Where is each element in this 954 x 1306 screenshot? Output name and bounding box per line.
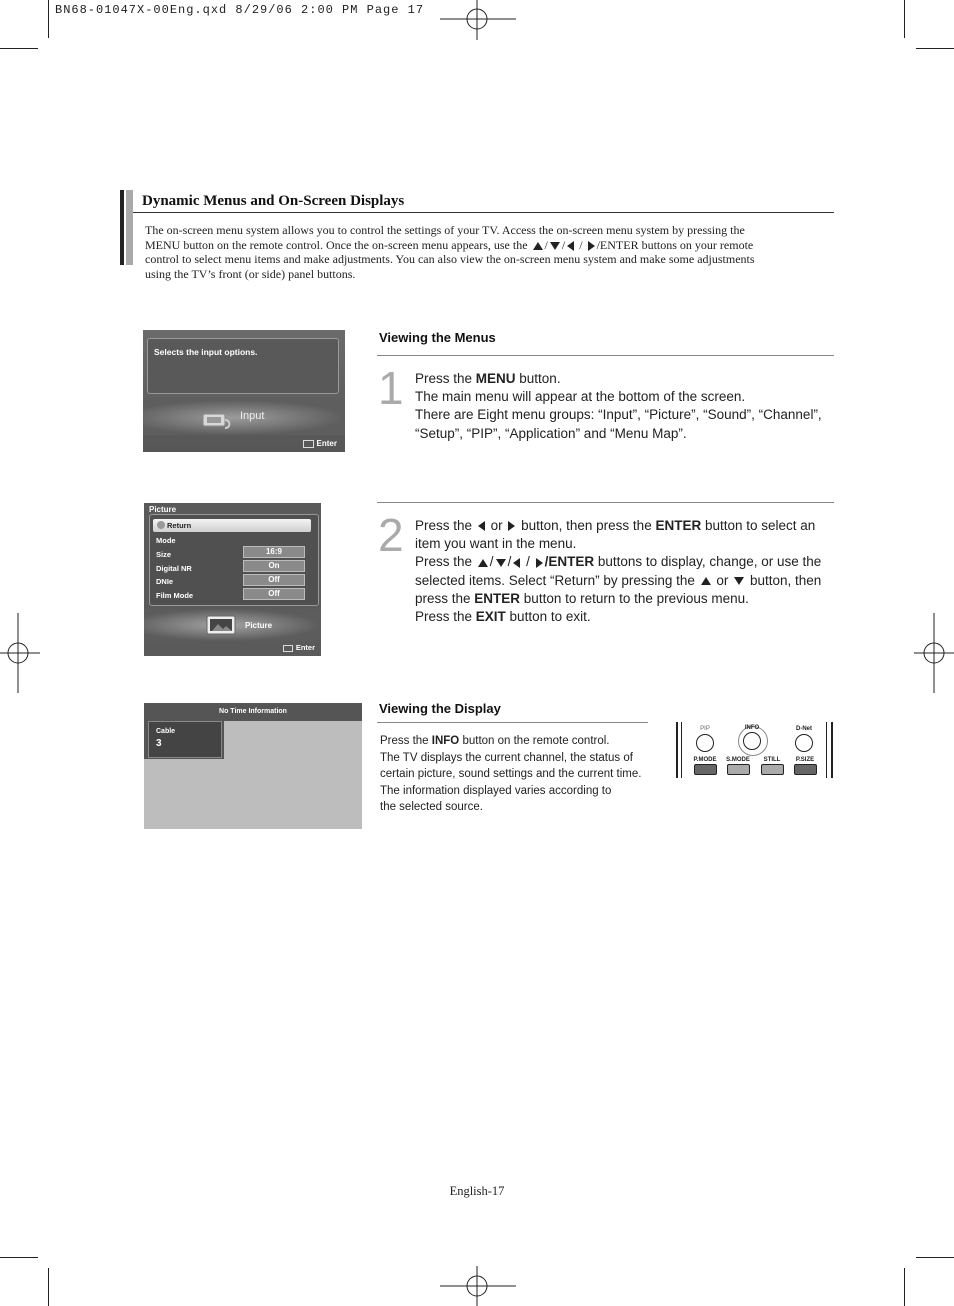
still-button[interactable] [761, 764, 784, 775]
step-line: There are Eight menu groups: “Input”, “Picture”, “Sound”, “Channel”, [415, 407, 822, 423]
viewing-menus-heading: Viewing the Menus [379, 330, 496, 345]
psize-button-label: P.SIZE [795, 757, 815, 763]
step-text: button to select an [701, 518, 816, 533]
remote-panel [676, 722, 834, 778]
heading-rule [377, 722, 648, 723]
step-line: “Setup”, “PIP”, “Application” and “Menu Map”. [415, 425, 687, 441]
osd-channel-number: 3 [156, 738, 162, 749]
osd-picture-screenshot [144, 503, 321, 656]
left-arrow-icon [513, 558, 520, 568]
pip-button-label: PIP [700, 726, 710, 732]
section-marker-bar [120, 190, 124, 265]
display-key: INFO [431, 735, 460, 747]
return-icon [157, 521, 165, 529]
step-text: or [490, 518, 503, 533]
page-number: English-17 [449, 1184, 505, 1198]
down-arrow-icon [734, 577, 744, 585]
display-text: Press the [380, 735, 432, 747]
step-text: selected items. Select “Return” by pressing the [415, 572, 695, 588]
osd-input-screenshot [143, 330, 345, 452]
down-arrow-icon [550, 242, 560, 250]
input-connector-icon [201, 410, 235, 430]
osd-menu-title: Picture [149, 505, 177, 514]
enter-label: Enter [295, 643, 315, 652]
step-text: buttons to display, change, or use the [594, 554, 822, 570]
osd-message: Selects the input options. [154, 347, 258, 357]
step-key: ENTER [474, 590, 521, 606]
step-text: button to exit. [505, 609, 591, 625]
crop-mark [0, 48, 38, 49]
registration-mark-icon [436, 1266, 520, 1306]
section-marker-bar [126, 190, 133, 265]
intro-line: control to select menu items and make adjustments. You can also view the on-screen menu system and make some adjustments [145, 252, 755, 267]
right-arrow-icon [536, 558, 543, 568]
osd-info-banner [144, 703, 362, 721]
pmode-button-label: P.MODE [693, 757, 717, 763]
viewing-display-text [380, 733, 670, 816]
info-button-label: INFO [744, 725, 760, 731]
osd-item-value: 16:9 [243, 546, 305, 558]
osd-item-value: On [243, 560, 305, 572]
enter-label: Enter [316, 439, 337, 448]
title-rule [133, 212, 834, 213]
file-slug: BN68-01047X-00Eng.qxd 8/29/06 2:00 PM Page 17 [55, 3, 425, 17]
step-text: button to return to the previous menu. [520, 590, 749, 606]
step-key: /ENTER [544, 554, 595, 570]
step-text: Press the [415, 554, 473, 570]
step-text: button, then press the [521, 518, 656, 533]
step-line: Press the / / / /ENTER buttons to display, change, or use the [415, 554, 822, 570]
enter-icon [303, 440, 314, 448]
up-arrow-icon [701, 577, 711, 585]
step-key: EXIT [475, 609, 506, 625]
step-text: or [716, 572, 729, 588]
osd-channel-panel [144, 721, 224, 759]
up-arrow-icon [478, 559, 488, 567]
up-arrow-icon [533, 242, 543, 250]
intro-line: MENU button on the remote control. Once the on-screen menu appears, use the / / / /ENTER buttons on your remote [145, 237, 754, 252]
section-title: Dynamic Menus and On-Screen Displays [142, 193, 405, 209]
osd-item-label: DNIe [156, 577, 174, 586]
crop-mark [48, 0, 49, 38]
crop-mark [916, 48, 954, 49]
crop-mark [48, 1268, 49, 1306]
osd-item-value: Off [243, 574, 305, 586]
dnet-button-label: D-Net [796, 726, 812, 732]
still-button-label: STILL [763, 757, 781, 763]
step-key: ENTER [655, 518, 702, 533]
step-number: 2 [378, 509, 404, 561]
picture-tv-icon [206, 615, 236, 642]
osd-item-label: Size [156, 550, 172, 559]
step-text: press the [415, 590, 475, 606]
osd-item-value: Off [243, 588, 305, 600]
step-line [415, 590, 835, 608]
smode-button[interactable] [727, 764, 750, 775]
pmode-button[interactable] [694, 764, 717, 775]
pip-button[interactable] [696, 734, 714, 752]
intro-line: The on-screen menu system allows you to control the settings of your TV. Access the on-screen menu system by pressing the [145, 223, 745, 237]
step-text: Press the [415, 518, 473, 533]
step-line: item you want in the menu. [415, 536, 577, 552]
osd-menu-panel [149, 514, 319, 606]
crop-mark [916, 1257, 954, 1258]
intro-text: MENU button on the remote control. Once the on-screen menu appears, use the [145, 237, 528, 252]
intro-text: /ENTER buttons on your remote [596, 237, 754, 252]
step-2-text [415, 517, 835, 626]
step-line [415, 517, 835, 535]
crop-mark [0, 1257, 38, 1258]
osd-menu-label: Input [240, 410, 265, 422]
osd-item-label: Mode [156, 536, 176, 545]
step-line: The main menu will appear at the bottom of the screen. [415, 389, 746, 405]
right-arrow-icon [588, 241, 595, 251]
crop-mark [904, 0, 905, 38]
display-line: certain picture, sound settings and the current time. [380, 768, 642, 781]
step-number: 1 [378, 362, 404, 414]
osd-item-label: Return [167, 521, 192, 530]
registration-mark-icon [0, 613, 40, 693]
psize-button[interactable] [794, 764, 817, 775]
display-line [380, 733, 670, 750]
info-button[interactable] [743, 732, 761, 750]
intro-paragraph [145, 223, 825, 282]
osd-channel-box [148, 721, 222, 758]
step-text: Press the [415, 371, 476, 386]
display-line: The information displayed varies according to [380, 784, 612, 797]
step-1-text [415, 370, 835, 443]
step-line [415, 572, 835, 590]
crop-mark [904, 1268, 905, 1306]
step-text: button, then [749, 572, 822, 588]
osd-enter-hint [283, 643, 315, 652]
display-text: button on the remote control. [459, 735, 610, 747]
left-arrow-icon [478, 521, 485, 531]
osd-info-message: No Time Information [219, 708, 287, 715]
step-line [415, 608, 835, 626]
step-key: MENU [475, 371, 516, 386]
osd-info-screenshot [144, 703, 362, 829]
remote-edge [831, 722, 833, 778]
remote-edge [676, 722, 678, 778]
osd-item-label: Digital NR [156, 564, 192, 573]
step-rule [377, 502, 834, 503]
heading-rule [377, 355, 834, 356]
step-line [415, 370, 835, 388]
display-line: the selected source. [380, 801, 483, 814]
osd-item-label: Film Mode [156, 591, 194, 600]
enter-icon [283, 645, 293, 652]
step-text: button. [515, 371, 561, 386]
osd-source: Cable [156, 728, 176, 735]
intro-line: using the TV’s front (or side) panel buttons. [145, 267, 356, 282]
dnet-button[interactable] [795, 734, 813, 752]
registration-mark-icon [436, 0, 520, 40]
display-line: The TV displays the current channel, the status of [380, 751, 633, 764]
remote-edge [826, 722, 827, 778]
osd-menu-label: Picture [245, 621, 273, 630]
osd-enter-hint [303, 439, 337, 448]
left-arrow-icon [567, 241, 574, 251]
smode-button-label: S.MODE [726, 757, 750, 763]
remote-edge [681, 722, 682, 778]
step-text: Press the [415, 609, 476, 625]
osd-message-box [147, 338, 339, 394]
viewing-display-heading: Viewing the Display [379, 701, 501, 716]
right-arrow-icon [508, 521, 515, 531]
registration-mark-icon [914, 613, 954, 693]
down-arrow-icon [496, 559, 506, 567]
